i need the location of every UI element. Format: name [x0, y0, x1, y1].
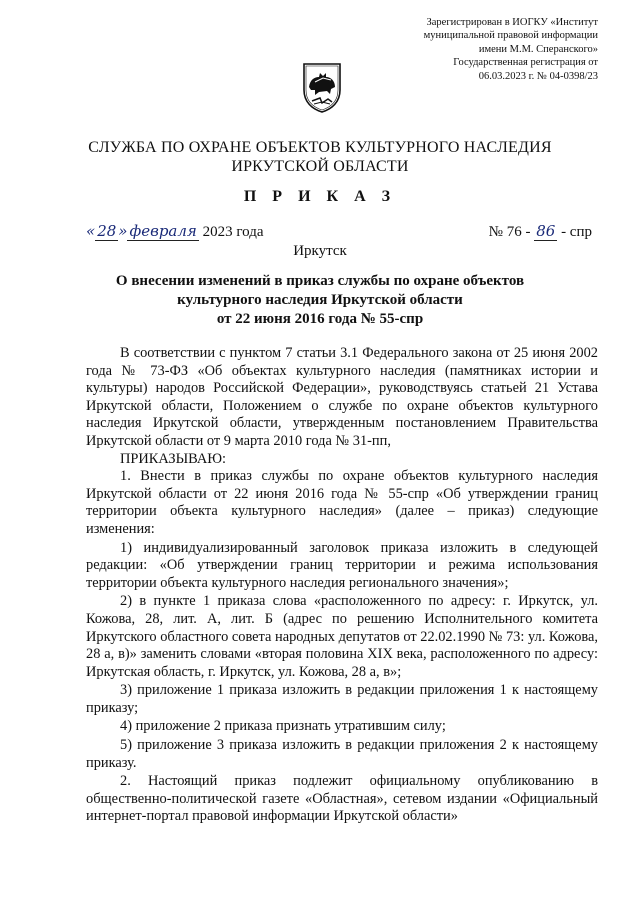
city: Иркутск	[293, 243, 347, 259]
registration-stamp	[368, 16, 598, 83]
registration-line: имени М.М. Сперанского»	[478, 43, 598, 55]
date-open-quote: «	[86, 222, 96, 240]
agency-name-line: СЛУЖБА ПО ОХРАНЕ ОБЪЕКТОВ КУЛЬТУРНОГО НАСЛЕДИЯ	[88, 139, 552, 156]
date-day: 28	[97, 222, 117, 240]
registration-line: Государственная регистрация от	[453, 57, 598, 69]
registration-line: муниципальной правовой информации	[423, 30, 598, 42]
order-title	[70, 272, 570, 329]
body-paragraph: 4) приложение 2 приказа признать утратившим силу;	[120, 718, 446, 735]
date-month: февраля	[129, 222, 197, 240]
body-paragraph: 1) индивидуализированный заголовок приказа изложить в следующей редакции: «Об утверждении границ территории и режима использования территории объекта культурного наследия регионального значения»;	[86, 539, 598, 591]
body-paragraph: В соответствии с пунктом 7 статьи 3.1 Федерального закона от 25 июня 2002 года № 73-ФЗ «Об объектах культурного наследия (памятниках истории и культуры) народов Российской Федерации», руководствуясь статьей 21 Устава Иркутской области, Положением о службе по охране объектов культурного наследия Иркутской области, утвержденным постановлением Правительства Иркутской области от 9 марта 2010 года № 31-пп,	[86, 345, 598, 449]
registration-line: Зарегистрирован в ИОГКУ «Институт	[426, 17, 598, 28]
order-date	[86, 222, 264, 241]
body-paragraph: 3) приложение 1 приказа изложить в редакции приложения 1 к настоящему приказу;	[86, 682, 598, 716]
order-number	[489, 222, 592, 241]
document-type: П Р И К А З	[243, 188, 397, 205]
body-paragraph: 2) в пункте 1 приказа слова «расположенного по адресу: г. Иркутск, ул. Кожова, 28, лит. А, лит. Б (адрес по решению Исполнительного комитета Иркутского областного совета народных депутатов от 22.02.1990 № 73: ул. Кожова, 28 а, в)» заменить словами «вторая половина XIX века, расположенного по адресу: Иркутская область, г. Иркутск, ул. Кожова, 28 а, в»;	[86, 593, 598, 680]
date-year: 2023 года	[202, 224, 264, 240]
body-paragraph: 5) приложение 3 приказа изложить в редакции приложения 2 к настоящему приказу.	[86, 737, 598, 771]
agency-name-line: ИРКУТСКОЙ ОБЛАСТИ	[231, 158, 409, 175]
order-number-suffix: - спр	[561, 224, 592, 240]
order-title-line: культурного наследия Иркутской области	[177, 292, 463, 308]
date-close-quote: »	[118, 222, 128, 240]
registration-line: 06.03.2023 г. № 04-0398/23	[478, 70, 598, 82]
agency-name	[0, 138, 640, 176]
body-paragraph: 2. Настоящий приказ подлежит официальному опубликованию в общественно-политической газете «Областная», сетевом издании «Официальный интернет-портал правовой информации Иркутской области»	[86, 773, 598, 825]
body-paragraph: ПРИКАЗЫВАЮ:	[120, 450, 227, 467]
order-number-prefix: № 76 -	[488, 224, 531, 240]
body-paragraph: 1. Внести в приказ службы по охране объектов культурного наследия Иркутской области от 22 июня 2016 года № 55-спр «Об утверждении границ территории объекта культурного наследия» (далее – приказ) следующие изменения:	[86, 468, 598, 537]
irkutsk-coat-of-arms-icon	[300, 60, 344, 114]
order-title-line: от 22 июня 2016 года № 55-спр	[216, 311, 424, 327]
order-body	[86, 345, 598, 826]
order-number-value: 86	[536, 222, 556, 240]
order-title-line: О внесении изменений в приказ службы по охране объектов	[115, 273, 525, 289]
